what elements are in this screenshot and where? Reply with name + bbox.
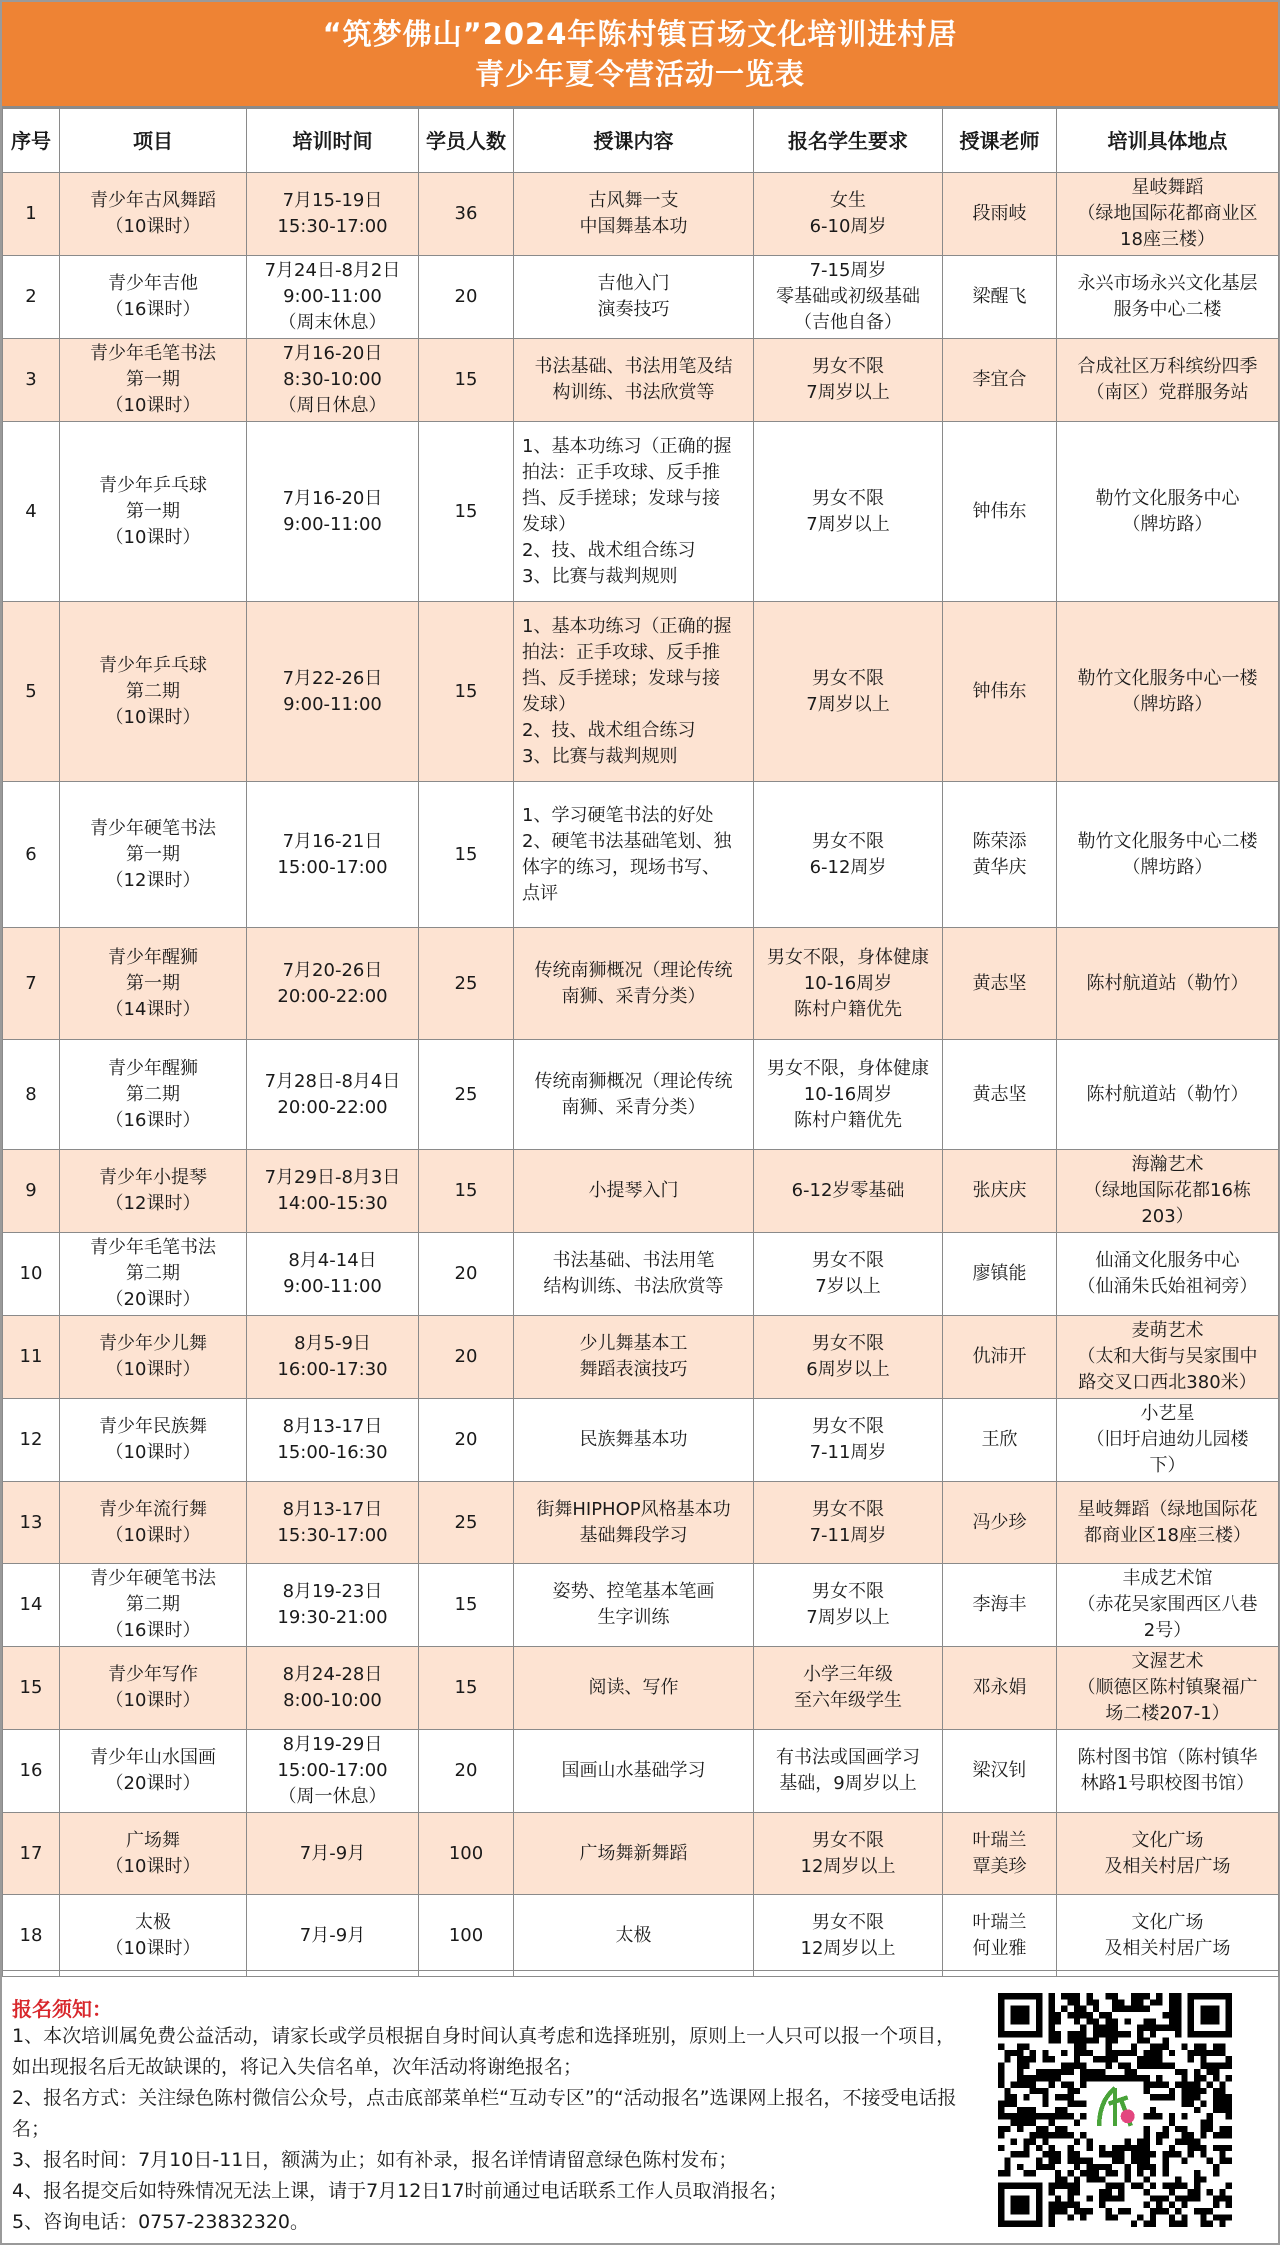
training-location: 陈村图书馆（陈村镇华 林路1号职校图书馆） bbox=[1057, 1730, 1279, 1813]
page-subtitle: 青少年夏令营活动一览表 bbox=[474, 57, 805, 91]
student-count: 15 bbox=[419, 1564, 514, 1647]
notes-item: 5、咨询电话：0757-23832320。 bbox=[12, 2211, 310, 2233]
project-name: 青少年古风舞蹈 （10课时） bbox=[60, 173, 247, 256]
project-name: 青少年少儿舞 （10课时） bbox=[60, 1316, 247, 1399]
project-name: 青少年硬笔书法 第二期 （16课时） bbox=[60, 1564, 247, 1647]
qr-code-icon[interactable] bbox=[998, 1993, 1232, 2227]
training-location: 勒竹文化服务中心 （牌坊路） bbox=[1057, 422, 1279, 602]
training-time: 8月24-28日 8:00-10:00 bbox=[247, 1647, 419, 1730]
training-location: 陈村航道站（勒竹） bbox=[1057, 1040, 1279, 1150]
row-number: 16 bbox=[3, 1730, 60, 1813]
student-count: 100 bbox=[419, 1813, 514, 1895]
student-requirement: 6-12岁零基础 bbox=[754, 1150, 943, 1233]
project-name: 青少年乒乓球 第二期 （10课时） bbox=[60, 602, 247, 782]
course-content: 传统南狮概况（理论传统 南狮、采青分类） bbox=[514, 928, 754, 1040]
training-time: 7月24日-8月2日 9:00-11:00 （周末休息） bbox=[247, 256, 419, 339]
training-location: 星岐舞蹈（绿地国际花 都商业区18座三楼） bbox=[1057, 1482, 1279, 1564]
course-content: 书法基础、书法用笔 结构训练、书法欣赏等 bbox=[514, 1233, 754, 1316]
student-count: 100 bbox=[419, 1895, 514, 1977]
project-name: 青少年硬笔书法 第一期 （12课时） bbox=[60, 782, 247, 928]
student-requirement: 有书法或国画学习 基础，9周岁以上 bbox=[754, 1730, 943, 1813]
table-row bbox=[3, 1895, 1279, 1977]
row-number: 12 bbox=[3, 1399, 60, 1482]
column-header: 学员人数 bbox=[419, 109, 514, 173]
training-location: 勒竹文化服务中心一楼 （牌坊路） bbox=[1057, 602, 1279, 782]
student-count: 25 bbox=[419, 1482, 514, 1564]
row-number: 2 bbox=[3, 256, 60, 339]
project-name: 青少年乒乓球 第一期 （10课时） bbox=[60, 422, 247, 602]
project-name: 青少年毛笔书法 第二期 （20课时） bbox=[60, 1233, 247, 1316]
table-row bbox=[3, 256, 1279, 339]
student-count: 20 bbox=[419, 1316, 514, 1399]
teacher-name: 仇沛开 bbox=[943, 1316, 1057, 1399]
student-count: 15 bbox=[419, 782, 514, 928]
notes-item: 3、报名时间：7月10日-11日，额满为止；如有补录，报名详情请留意绿色陈村发布； bbox=[12, 2149, 738, 2171]
student-requirement: 男女不限 7岁以上 bbox=[754, 1233, 943, 1316]
table-body bbox=[3, 173, 1279, 1977]
row-number: 18 bbox=[3, 1895, 60, 1977]
course-content: 广场舞新舞蹈 bbox=[514, 1813, 754, 1895]
training-location: 文化广场 及相关村居广场 bbox=[1057, 1813, 1279, 1895]
table-row bbox=[3, 1730, 1279, 1813]
teacher-name: 黄志坚 bbox=[943, 928, 1057, 1040]
student-count: 15 bbox=[419, 1150, 514, 1233]
course-content: 太极 bbox=[514, 1895, 754, 1977]
course-content: 1、基本功练习（正确的握 拍法：正手攻球、反手推 挡、反手搓球；发球与接 发球） 2、技、战术组合练习 3、比赛与裁判规则 bbox=[514, 422, 754, 602]
row-number: 8 bbox=[3, 1040, 60, 1150]
student-count: 25 bbox=[419, 1040, 514, 1150]
training-time: 8月5-9日 16:00-17:30 bbox=[247, 1316, 419, 1399]
row-number: 7 bbox=[3, 928, 60, 1040]
project-name: 青少年醒狮 第二期 （16课时） bbox=[60, 1040, 247, 1150]
notes-item: 2、报名方式：关注绿色陈村微信公众号，点击底部菜单栏“互动专区”的“活动报名”选课网上报名，不接受电话报名； bbox=[12, 2087, 957, 2140]
student-count: 20 bbox=[419, 1233, 514, 1316]
row-number: 11 bbox=[3, 1316, 60, 1399]
row-number: 10 bbox=[3, 1233, 60, 1316]
page-title: “筑梦佛山”2024年陈村镇百场文化培训进村居 bbox=[322, 17, 958, 51]
teacher-name: 冯少珍 bbox=[943, 1482, 1057, 1564]
training-location: 仙涌文化服务中心 （仙涌朱氏始祖祠旁） bbox=[1057, 1233, 1279, 1316]
project-name: 青少年小提琴 （12课时） bbox=[60, 1150, 247, 1233]
course-content: 民族舞基本功 bbox=[514, 1399, 754, 1482]
project-name: 青少年民族舞 （10课时） bbox=[60, 1399, 247, 1482]
training-location: 文渥艺术 （顺德区陈村镇聚福广 场二楼207-1） bbox=[1057, 1647, 1279, 1730]
training-location: 海瀚艺术 （绿地国际花都16栋 203） bbox=[1057, 1150, 1279, 1233]
course-content: 1、学习硬笔书法的好处 2、硬笔书法基础笔划、独 体字的练习，现场书写、 点评 bbox=[514, 782, 754, 928]
table-row bbox=[3, 602, 1279, 782]
column-header: 培训具体地点 bbox=[1057, 109, 1279, 173]
teacher-name: 李宜合 bbox=[943, 339, 1057, 422]
training-time: 7月16-20日 9:00-11:00 bbox=[247, 422, 419, 602]
training-time: 7月20-26日 20:00-22:00 bbox=[247, 928, 419, 1040]
table-row bbox=[3, 1813, 1279, 1895]
project-name: 青少年吉他 （16课时） bbox=[60, 256, 247, 339]
training-location: 星岐舞蹈 （绿地国际花都商业区 18座三楼） bbox=[1057, 173, 1279, 256]
student-count: 36 bbox=[419, 173, 514, 256]
student-requirement: 男女不限 7周岁以上 bbox=[754, 602, 943, 782]
student-requirement: 男女不限 7-11周岁 bbox=[754, 1399, 943, 1482]
row-number: 17 bbox=[3, 1813, 60, 1895]
teacher-name: 叶瑞兰 何业雅 bbox=[943, 1895, 1057, 1977]
notes-item: 4、报名提交后如特殊情况无法上课，请于7月12日17时前通过电话联系工作人员取消报名； bbox=[12, 2180, 788, 2202]
course-content: 1、基本功练习（正确的握 拍法：正手攻球、反手推 挡、反手搓球；发球与接 发球） 2、技、战术组合练习 3、比赛与裁判规则 bbox=[514, 602, 754, 782]
course-content: 国画山水基础学习 bbox=[514, 1730, 754, 1813]
teacher-name: 邓永娟 bbox=[943, 1647, 1057, 1730]
training-time: 8月13-17日 15:00-16:30 bbox=[247, 1399, 419, 1482]
table-row bbox=[3, 782, 1279, 928]
table-row bbox=[3, 1399, 1279, 1482]
course-content: 书法基础、书法用笔及结 构训练、书法欣赏等 bbox=[514, 339, 754, 422]
row-number: 13 bbox=[3, 1482, 60, 1564]
table-row bbox=[3, 1482, 1279, 1564]
table-row bbox=[3, 1564, 1279, 1647]
course-content: 小提琴入门 bbox=[514, 1150, 754, 1233]
teacher-name: 张庆庆 bbox=[943, 1150, 1057, 1233]
project-name: 太极 （10课时） bbox=[60, 1895, 247, 1977]
training-location: 小艺星 （旧圩启迪幼儿园楼 下） bbox=[1057, 1399, 1279, 1482]
course-content: 街舞HIPHOP风格基本功 基础舞段学习 bbox=[514, 1482, 754, 1564]
teacher-name: 黄志坚 bbox=[943, 1040, 1057, 1150]
teacher-name: 李海丰 bbox=[943, 1564, 1057, 1647]
project-name: 青少年流行舞 （10课时） bbox=[60, 1482, 247, 1564]
column-header: 项目 bbox=[60, 109, 247, 173]
project-name: 青少年写作 （10课时） bbox=[60, 1647, 247, 1730]
table-header-row bbox=[3, 109, 1279, 173]
training-time: 8月13-17日 15:30-17:00 bbox=[247, 1482, 419, 1564]
course-content: 少儿舞基本工 舞蹈表演技巧 bbox=[514, 1316, 754, 1399]
row-number: 6 bbox=[3, 782, 60, 928]
student-requirement: 男女不限 7周岁以上 bbox=[754, 1564, 943, 1647]
training-time: 8月19-23日 19:30-21:00 bbox=[247, 1564, 419, 1647]
training-location: 勒竹文化服务中心二楼 （牌坊路） bbox=[1057, 782, 1279, 928]
student-count: 15 bbox=[419, 602, 514, 782]
row-number: 9 bbox=[3, 1150, 60, 1233]
row-number: 4 bbox=[3, 422, 60, 602]
training-time: 7月-9月 bbox=[247, 1813, 419, 1895]
page-header bbox=[2, 2, 1278, 108]
training-time: 7月-9月 bbox=[247, 1895, 419, 1977]
row-number: 1 bbox=[3, 173, 60, 256]
training-time: 7月15-19日 15:30-17:00 bbox=[247, 173, 419, 256]
course-content: 吉他入门 演奏技巧 bbox=[514, 256, 754, 339]
student-count: 20 bbox=[419, 1399, 514, 1482]
row-number: 15 bbox=[3, 1647, 60, 1730]
student-requirement: 男女不限 6-12周岁 bbox=[754, 782, 943, 928]
table-row bbox=[3, 339, 1279, 422]
student-requirement: 男女不限 12周岁以上 bbox=[754, 1895, 943, 1977]
table-row bbox=[3, 173, 1279, 256]
row-number: 3 bbox=[3, 339, 60, 422]
student-requirement: 7-15周岁 零基础或初级基础 （吉他自备） bbox=[754, 256, 943, 339]
project-name: 青少年醒狮 第一期 （14课时） bbox=[60, 928, 247, 1040]
teacher-name: 梁汉钊 bbox=[943, 1730, 1057, 1813]
column-header: 授课内容 bbox=[514, 109, 754, 173]
column-header: 报名学生要求 bbox=[754, 109, 943, 173]
row-number: 5 bbox=[3, 602, 60, 782]
activity-table bbox=[2, 108, 1279, 1977]
student-requirement: 男女不限 12周岁以上 bbox=[754, 1813, 943, 1895]
table-row bbox=[3, 1647, 1279, 1730]
training-time: 7月28日-8月4日 20:00-22:00 bbox=[247, 1040, 419, 1150]
training-time: 8月4-14日 9:00-11:00 bbox=[247, 1233, 419, 1316]
training-time: 7月16-21日 15:00-17:00 bbox=[247, 782, 419, 928]
teacher-name: 梁醒飞 bbox=[943, 256, 1057, 339]
training-location: 陈村航道站（勒竹） bbox=[1057, 928, 1279, 1040]
teacher-name: 钟伟东 bbox=[943, 422, 1057, 602]
training-time: 7月16-20日 8:30-10:00 （周日休息） bbox=[247, 339, 419, 422]
student-count: 25 bbox=[419, 928, 514, 1040]
student-requirement: 男女不限，身体健康 10-16周岁 陈村户籍优先 bbox=[754, 928, 943, 1040]
table-row bbox=[3, 1233, 1279, 1316]
teacher-name: 叶瑞兰 覃美珍 bbox=[943, 1813, 1057, 1895]
table-row bbox=[3, 928, 1279, 1040]
column-header: 序号 bbox=[3, 109, 60, 173]
table-row bbox=[3, 1316, 1279, 1399]
student-requirement: 男女不限 7周岁以上 bbox=[754, 422, 943, 602]
student-count: 15 bbox=[419, 1647, 514, 1730]
training-location: 文化广场 及相关村居广场 bbox=[1057, 1895, 1279, 1977]
table-row bbox=[3, 1040, 1279, 1150]
project-name: 青少年山水国画 （20课时） bbox=[60, 1730, 247, 1813]
course-content: 阅读、写作 bbox=[514, 1647, 754, 1730]
student-count: 15 bbox=[419, 422, 514, 602]
teacher-name: 廖镇能 bbox=[943, 1233, 1057, 1316]
project-name: 青少年毛笔书法 第一期 （10课时） bbox=[60, 339, 247, 422]
notes-list bbox=[12, 2021, 962, 2238]
training-location: 永兴市场永兴文化基层 服务中心二楼 bbox=[1057, 256, 1279, 339]
training-location: 麦萌艺术 （太和大街与吴家围中 路交叉口西北380米） bbox=[1057, 1316, 1279, 1399]
student-requirement: 男女不限 7周岁以上 bbox=[754, 339, 943, 422]
row-number: 14 bbox=[3, 1564, 60, 1647]
training-time: 7月22-26日 9:00-11:00 bbox=[247, 602, 419, 782]
notes-item: 1、本次培训属免费公益活动，请家长或学员根据自身时间认真考虑和选择班别，原则上一人只可以报一个项目，如出现报名后无故缺课的，将记入失信名单，次年活动将谢绝报名； bbox=[12, 2025, 956, 2078]
teacher-name: 段雨岐 bbox=[943, 173, 1057, 256]
table-row bbox=[3, 422, 1279, 602]
training-location: 丰成艺术馆 （赤花吴家围西区八巷 2号） bbox=[1057, 1564, 1279, 1647]
student-requirement: 男女不限 7-11周岁 bbox=[754, 1482, 943, 1564]
column-header: 培训时间 bbox=[247, 109, 419, 173]
course-content: 传统南狮概况（理论传统 南狮、采青分类） bbox=[514, 1040, 754, 1150]
teacher-name: 陈荣添 黄华庆 bbox=[943, 782, 1057, 928]
teacher-name: 王欣 bbox=[943, 1399, 1057, 1482]
course-content: 姿势、控笔基本笔画 生字训练 bbox=[514, 1564, 754, 1647]
student-requirement: 男女不限 6周岁以上 bbox=[754, 1316, 943, 1399]
project-name: 广场舞 （10课时） bbox=[60, 1813, 247, 1895]
student-count: 15 bbox=[419, 339, 514, 422]
column-header: 授课老师 bbox=[943, 109, 1057, 173]
training-time: 7月29日-8月3日 14:00-15:30 bbox=[247, 1150, 419, 1233]
student-count: 20 bbox=[419, 256, 514, 339]
student-requirement: 小学三年级 至六年级学生 bbox=[754, 1647, 943, 1730]
table-row bbox=[3, 1150, 1279, 1233]
student-count: 20 bbox=[419, 1730, 514, 1813]
training-location: 合成社区万科缤纷四季 （南区）党群服务站 bbox=[1057, 339, 1279, 422]
student-requirement: 男女不限，身体健康 10-16周岁 陈村户籍优先 bbox=[754, 1040, 943, 1150]
student-requirement: 女生 6-10周岁 bbox=[754, 173, 943, 256]
training-time: 8月19-29日 15:00-17:00 （周一休息） bbox=[247, 1730, 419, 1813]
course-content: 古风舞一支 中国舞基本功 bbox=[514, 173, 754, 256]
teacher-name: 钟伟东 bbox=[943, 602, 1057, 782]
notes-title: 报名须知： bbox=[12, 1997, 112, 2021]
registration-notes bbox=[2, 1970, 1278, 2243]
